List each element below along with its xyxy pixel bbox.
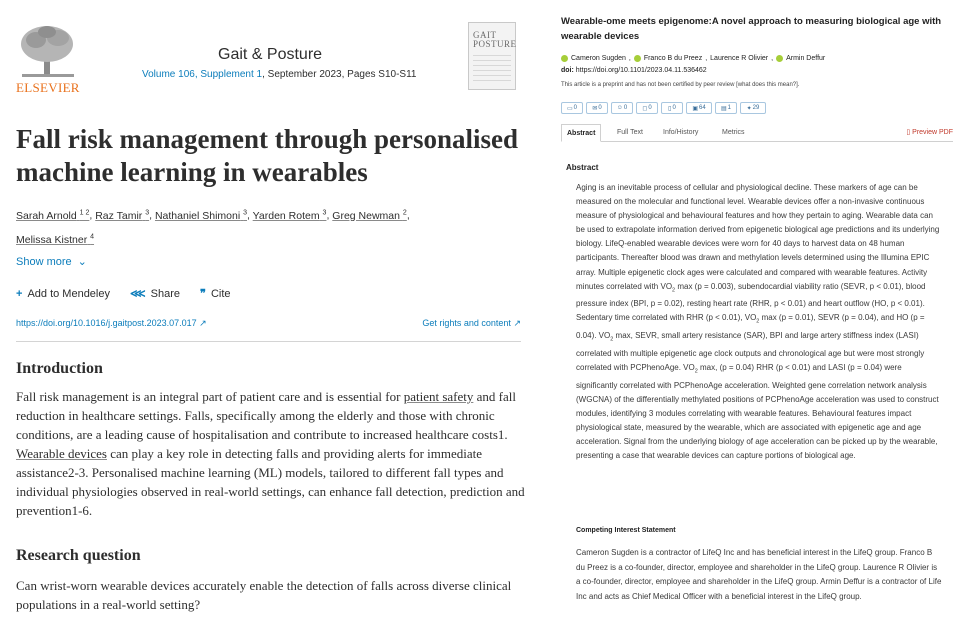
article-title: Fall risk management through personalised machine learning in wearables — [16, 124, 519, 187]
author-link[interactable]: Cameron Sugden — [571, 55, 626, 62]
cover-decoration — [473, 55, 511, 85]
mail-icon: ✉ — [592, 105, 598, 112]
add-to-mendeley-button[interactable] — [16, 287, 110, 300]
document-icon: ▤ — [720, 105, 727, 112]
tab-abstract[interactable]: Abstract — [561, 124, 601, 142]
author-link[interactable]: Nathaniel Shimoni $^3$ — [154, 209, 248, 222]
author-list: Sarah Arnold $^{1 2}$, Raz Tamir $^3$, Nathaniel Shimoni $^3$, Yarden Rotem $^3$, Greg Newman $^2$, Melissa Kistner $^4$ — [16, 209, 410, 246]
preprint-doi: doi: https://doi.org/10.1101/2023.04.11.536462 — [561, 67, 707, 74]
share-button[interactable] — [130, 287, 180, 300]
rights-link[interactable]: Get rights and content ↗ — [422, 318, 521, 328]
author-link[interactable]: Greg Newman $^2$ — [332, 209, 407, 222]
cite-button[interactable] — [200, 287, 230, 300]
introduction-paragraph: Fall risk management is an integral part of patient care and is essential for patient safety and fall reduction in healthcare settings. Falls, specifically among the elderly and those with chronic conditions, are a leading cause of hospitalisation and contribute to increased healthcare costs1. Wearable devices can play a key role in detecting falls and providing alerts for immediate assistance2-3. Personalised machine learning (ML) models, tailored to different fall types and individual physiologies observed in real-world settings, can enhance fall detection, prediction and prevention1-6. — [16, 389, 525, 518]
document-count-badge[interactable]: ▤ 1 — [715, 102, 737, 114]
author-link[interactable]: Sarah Arnold $^{1 2}$ — [16, 209, 90, 222]
competing-interest-paragraph: Cameron Sugden is a contractor of LifeQ Inc and has beneficial interest in the LifeQ group. Franco B du Preez is a co-founder, director, employee and shareholder in the LifeQ group. Laurence R Olivier is a co-founder, director, employee and shareholder in the LifeQ group. Armin Deffur is a contractor of Life Inc and acts as Chief Medical Officer with a beneficial interest in the LifeQ group. — [576, 548, 942, 601]
journal-title[interactable]: Gait & Posture — [218, 46, 323, 63]
biorxiv-preprint-panel — [548, 0, 960, 632]
twitter-count-badge[interactable]: ✦ 29 — [740, 102, 766, 114]
mail-count-badge[interactable]: ✉ 0 — [586, 102, 608, 114]
external-link-icon: ↗ — [199, 318, 207, 328]
altmetric-badges — [561, 102, 766, 114]
tab-metrics[interactable]: Metrics — [722, 129, 745, 136]
twitter-icon: ✦ — [746, 105, 752, 112]
author-link[interactable]: Melissa Kistner $^4$ — [16, 233, 95, 246]
preprint-title: Wearable-ome meets epigenome:A novel approach to measuring biological age with wearable devices — [561, 16, 942, 42]
cover-title: GAIT POSTURE — [473, 30, 517, 49]
pages-text: , September 2023, Pages S10-S11 — [262, 69, 417, 80]
author-link[interactable]: Yarden Rotem $^3$ — [252, 209, 327, 222]
cite-label: Cite — [210, 287, 231, 300]
preprint-notice: This article is a preprint and has not been certified by peer review [what does this mean?]. — [561, 82, 800, 88]
research-question-heading: Research question — [16, 547, 141, 564]
external-link-icon: ↗ — [513, 318, 521, 328]
preprint-tabs — [561, 124, 953, 142]
people-count-badge[interactable]: ☺ 0 — [611, 102, 633, 114]
tab-info-history[interactable]: Info/History — [663, 129, 699, 136]
journal-header — [16, 16, 521, 96]
abstract-paragraph: Aging is an inevitable process of cellular and physiological decline. These markers of age can be measured on the molecular and functional level. Wearable devices offer a non-invasive continuous measure of physiological and behavioural features and how they pertain to aging. Wearable data can be used to extrapolate information derived from epigenetic biological age predictions and its underlying biology. LifeQ-enabled wearable devices were worn for 40 days to harvest data on 48 human participants. Thereafter blood was drawn and methylation levels determined using the Illumina EPIC array. Multiple epigenetic clock ages were calculated and compared with wearable features. Activity minutes correlated with $VO_2$ max (p = 0.003), subendocardial viability ratio (SEVR, p < 0.01), blood pressure index (BPI, p = 0.02), resting heart rate (RHR, p < 0.01) and heart outflow (HO, p < 0.01). Sedentary time correlated with RHR (p < 0.01), $VO_2$ max (p = 0.01), SEVR (p = 0.04), and HO (p = 0.04). $VO_2$ max, SEVR, small artery resistance (SAR), BPI and large artery stiffness index (LASI) correlated with multiple epigenetic age clock outputs and chronological age but were most strongly correlated with PCPhenoAge. $VO_2$ max, (p = 0.04) RHR (p < 0.01) and LASI (p = 0.04) were significantly correlated with PCPhenoAge acceleration. Weighted gene correlation network analysis (WGCNA) of the differentially methylated positions of PCPhenoAge acceleration was used to construct modules, identifying 3 modules correlating with wearable features. Behavioural features impact physiological state, measured by the wearable, which are associated with epigenetic age and age acceleration. Signal from the underlying biology of age acceleration can be picked up by the wearable, presenting a case that wearable devices can capture portions of biological age. — [576, 183, 940, 461]
monitor-icon: ▣ — [692, 105, 698, 112]
preview-pdf-link[interactable]: ▯ Preview PDF — [906, 129, 953, 136]
people-icon: ☺ — [616, 105, 623, 111]
chat-count-badge[interactable]: ◻ 0 — [636, 102, 658, 114]
orcid-icon[interactable] — [776, 55, 783, 62]
abstract-heading: Abstract — [566, 163, 599, 172]
journal-cover-image[interactable] — [468, 22, 516, 90]
comment-icon: ▭ — [566, 105, 573, 112]
preprint-author-list: Cameron Sugden , Franco B du Preez , Laurence R Olivier , Armin Deffur — [561, 55, 825, 62]
plus-icon: + — [16, 287, 23, 300]
publisher-name: ELSEVIER — [16, 80, 80, 95]
research-question-paragraph: Can wrist-worn wearable devices accurately enable the detection of falls across diverse clinical populations in a real-world setting? — [16, 578, 512, 612]
show-more-label: Show more — [16, 255, 72, 268]
show-more-button[interactable] — [16, 255, 87, 268]
share-icon: ⋘ — [130, 288, 146, 300]
author-link[interactable]: Armin Deffur — [786, 55, 826, 62]
article-actions — [16, 287, 231, 300]
author-link[interactable]: Franco B du Preez — [643, 55, 703, 62]
divider — [16, 341, 521, 342]
monitor-count-badge[interactable]: ▣ 64 — [686, 102, 712, 114]
chat-icon: ◻ — [642, 105, 648, 112]
competing-interest-heading: Competing Interest Statement — [576, 527, 676, 534]
mendeley-label: Add to Mendeley — [27, 287, 110, 300]
preprint-doi-link[interactable]: https://doi.org/10.1101/2023.04.11.536462 — [575, 67, 707, 74]
introduction-heading: Introduction — [16, 360, 103, 377]
bookmark-count-badge[interactable]: ▯ 0 — [661, 102, 683, 114]
doi-link[interactable]: https://doi.org/10.1016/j.gaitpost.2023.07.017 ↗ — [16, 318, 207, 328]
comment-count-badge[interactable]: ▭ 0 — [561, 102, 583, 114]
doi-row — [16, 318, 521, 334]
patient-safety-link[interactable]: patient safety — [403, 389, 474, 404]
orcid-icon[interactable] — [634, 55, 641, 62]
author-link[interactable]: Laurence R Olivier — [710, 55, 769, 62]
journal-issue-info — [142, 69, 416, 80]
volume-link[interactable]: Volume 106, Supplement 1 — [142, 69, 263, 80]
pdf-icon: ▯ — [906, 129, 911, 136]
orcid-icon[interactable] — [561, 55, 568, 62]
tab-full-text[interactable]: Full Text — [617, 129, 643, 136]
bookmark-icon: ▯ — [668, 105, 672, 112]
chevron-down-icon: ⌄ — [77, 256, 87, 268]
quote-icon: ❞ — [200, 288, 206, 300]
author-link[interactable]: Raz Tamir $^3$ — [95, 209, 150, 222]
share-label: Share — [150, 287, 181, 300]
wearable-devices-link[interactable]: Wearable devices — [16, 446, 107, 461]
